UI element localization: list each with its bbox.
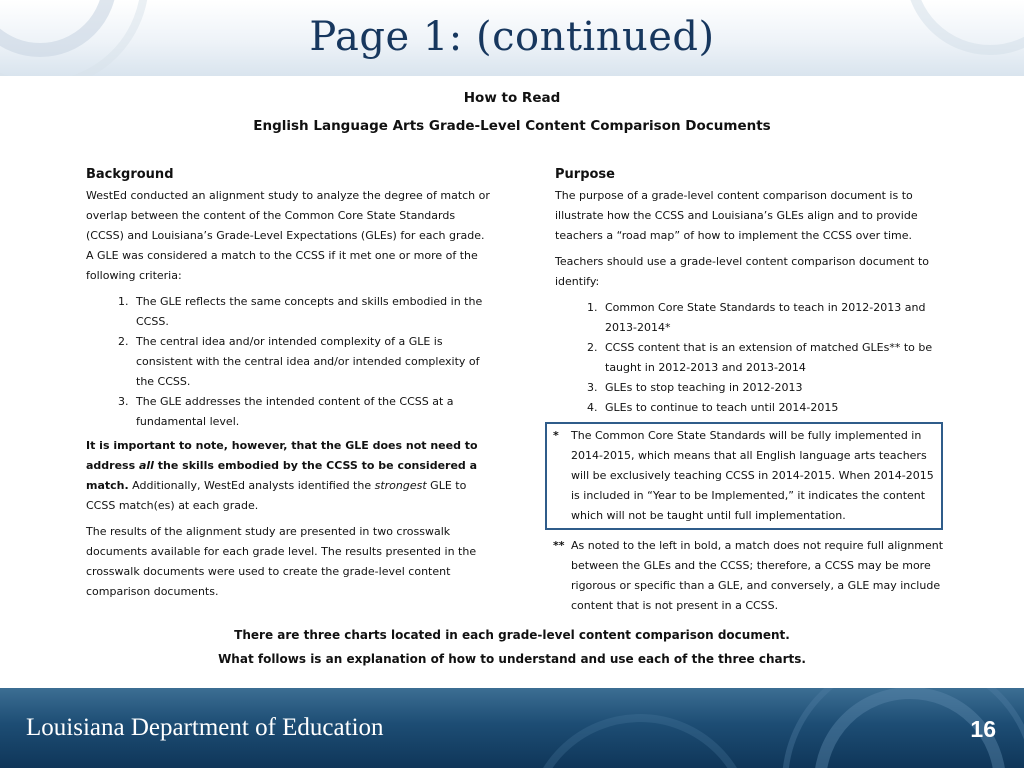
purpose-heading: Purpose [555,167,615,182]
criteria-item: 2. The central idea and/or intended complexity of a GLE is consistent with the central idea and/or intended complexity of the CCSS. [132,332,490,392]
charts-summary-line1: There are three charts located in each grade-level content comparison document. [234,628,790,642]
implementation-note-box [545,422,943,530]
charts-summary-line2: What follows is an explanation of how to understand and use each of the three charts. [218,652,806,666]
identify-item: 2. CCSS content that is an extension of matched GLEs** to be taught in 2012-2013 and 2013-2014 [601,338,951,378]
background-intro: WestEd conducted an alignment study to analyze the degree of match or overlap between the content of the Common Core State Standards (CCSS) and Louisiana’s Grade-Level Expectations (GLEs) for each grade. A GLE was considered a match to the CCSS if it met one or more of the following criteria: [86,189,490,282]
identify-list [555,298,951,418]
match-note-text: the skills embodied by the CCSS to be considered a match. [86,459,478,492]
slide-title: Page 1: (continued) [309,14,715,60]
criteria-item: 3. The GLE addresses the intended content of the CCSS at a fundamental level. [132,392,490,432]
match-note-text: It is important to note, however, that the GLE does not need to address [86,439,478,472]
implementation-note: The Common Core State Standards will be fully implemented in 2014-2015, which means that all English language arts teachers will be exclusively teaching CCSS in 2014-2015. When 2014-2015 is included in “Year to be Implemented,” it indicates the content which will not be taught until full implementation. [571,429,934,522]
identify-item: 4. GLEs to continue to teach until 2014-2015 [601,398,951,418]
star-marker: * [553,429,559,442]
double-star-marker: ** [553,539,565,552]
match-note-all: all [138,459,154,472]
purpose-column [555,164,951,616]
strongest-note-italic: strongest [374,479,427,492]
slide-header [0,0,1024,76]
document-image [62,78,962,680]
background-column [86,164,490,608]
footer-organization: Louisiana Department of Education [26,714,384,741]
teachers-paragraph: Teachers should use a grade-level content comparison document to identify: [555,255,930,288]
doc-title-line2: English Language Arts Grade-Level Content Comparison Documents [253,118,771,134]
results-paragraph: The results of the alignment study are presented in two crosswalk documents available for each grade level. The results presented in the crosswalk documents were used to create the grade-level content comparison documents. [86,525,477,598]
identify-item: 1. Common Core State Standards to teach in 2012-2013 and 2013-2014* [601,298,951,338]
doc-title-line1: How to Read [463,90,561,106]
identify-item: 3. GLEs to stop teaching in 2012-2013 [601,378,951,398]
criteria-item: 1. The GLE reflects the same concepts and skills embodied in the CCSS. [132,292,490,332]
slide-footer [0,688,1024,768]
strongest-note-text: Additionally, WestEd analysts identified the [128,479,375,492]
strongest-note-text: GLE to CCSS match(es) at each grade. [86,479,467,512]
match-note [86,436,490,516]
alignment-note [553,536,951,616]
slide-page-number: 16 [970,716,996,742]
criteria-list [86,292,490,432]
background-heading: Background [86,167,174,182]
alignment-note-text: As noted to the left in bold, a match does not require full alignment between the GLEs and the CCSS; therefore, a CCSS may be more rigorous or specific than a GLE, and conversely, a GLE may include content that is not present in a CCSS. [571,539,944,612]
purpose-intro: The purpose of a grade-level content comparison document is to illustrate how the CCSS and Louisiana’s GLEs align and to provide teachers a “road map” of how to implement the CCSS over time. [555,189,918,242]
